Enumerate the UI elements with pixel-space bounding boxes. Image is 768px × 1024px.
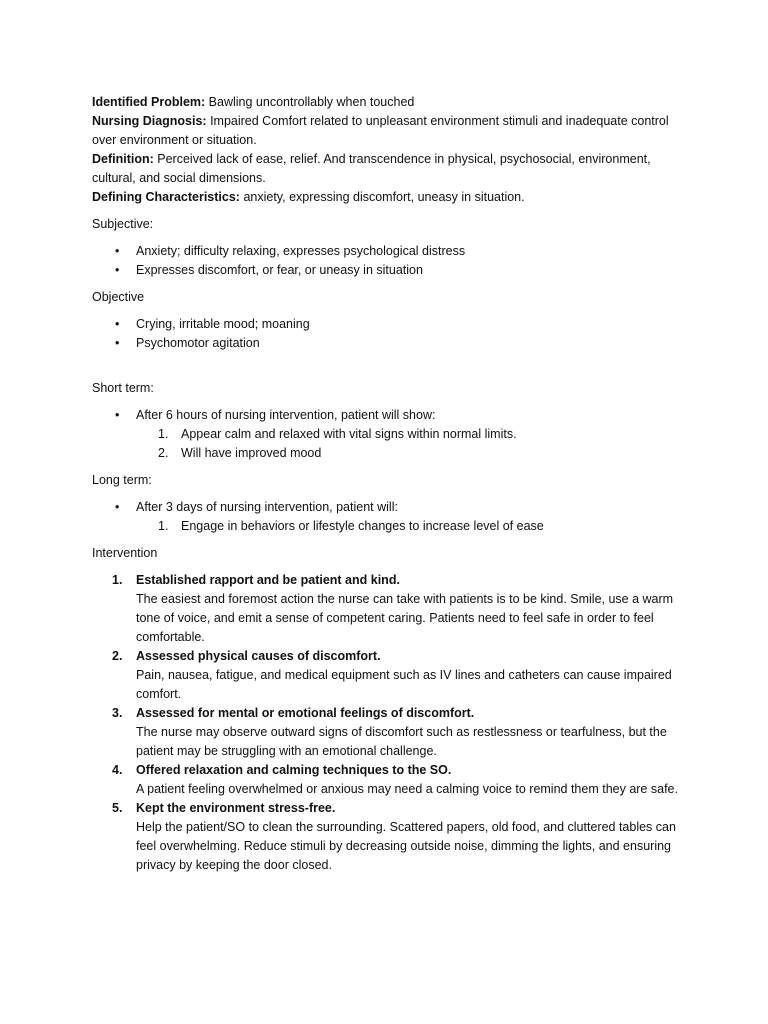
short-term-list xyxy=(92,406,692,425)
item-text: Will have improved mood xyxy=(181,446,322,460)
list-item: • Psychomotor agitation xyxy=(92,334,692,353)
item-number: 2. xyxy=(158,446,169,460)
nursing-diagnosis-text: Impaired Comfort related to unpleasant environment stimuli and inadequate control over environment or situation. xyxy=(92,114,669,147)
intervention-title: Assessed physical causes of discomfort. xyxy=(136,649,381,663)
item-text: Appear calm and relaxed with vital signs within normal limits. xyxy=(181,427,517,441)
long-term-bullet: • After 3 days of nursing intervention, patient will: xyxy=(92,498,692,517)
intervention-item xyxy=(92,799,692,875)
intervention-item xyxy=(92,704,692,761)
intervention-list xyxy=(92,571,692,875)
nursing-diagnosis xyxy=(92,112,692,150)
item-number: 3. xyxy=(112,706,123,720)
defining-characteristics-text: anxiety, expressing discomfort, uneasy in situation. xyxy=(239,190,525,204)
short-term-goals xyxy=(92,425,692,463)
long-term-list xyxy=(92,498,692,517)
objective-list xyxy=(92,315,692,353)
identified-problem xyxy=(92,93,692,112)
short-term-bullet: • After 6 hours of nursing intervention, patient will show: xyxy=(92,406,692,425)
intervention-item xyxy=(92,761,692,799)
list-item xyxy=(92,517,692,536)
intervention-title: Assessed for mental or emotional feelings of discomfort. xyxy=(136,706,475,720)
item-number: 1. xyxy=(112,573,123,587)
defining-characteristics-label: Defining Characteristics: xyxy=(92,190,240,204)
list-item xyxy=(92,425,692,444)
long-term-heading: Long term: xyxy=(92,473,152,487)
item-text: Engage in behaviors or lifestyle changes to increase level of ease xyxy=(181,519,544,533)
list-item: • Expresses discomfort, or fear, or uneasy in situation xyxy=(92,261,692,280)
list-item: • Crying, irritable mood; moaning xyxy=(92,315,692,334)
intervention-item xyxy=(92,647,692,704)
short-term-heading: Short term: xyxy=(92,381,154,395)
list-item: • Anxiety; difficulty relaxing, expresses psychological distress xyxy=(92,242,692,261)
intervention-body: Pain, nausea, fatigue, and medical equipment such as IV lines and catheters can cause impaired comfort. xyxy=(136,668,672,701)
intervention-body: A patient feeling overwhelmed or anxious may need a calming voice to remind them they are safe. xyxy=(136,782,678,796)
intervention-heading: Intervention xyxy=(92,546,158,560)
subjective-list xyxy=(92,242,692,280)
subjective-heading: Subjective: xyxy=(92,217,154,231)
objective-heading: Objective xyxy=(92,290,145,304)
intervention-body: The nurse may observe outward signs of discomfort such as restlessness or tearfulness, but the patient may be struggling with an emotional challenge. xyxy=(136,725,667,758)
item-number: 2. xyxy=(112,649,123,663)
list-item xyxy=(92,444,692,463)
intervention-title: Offered relaxation and calming techniques to the SO. xyxy=(136,763,452,777)
item-number: 1. xyxy=(158,427,169,441)
item-number: 5. xyxy=(112,801,123,815)
identified-problem-text: Bawling uncontrollably when touched xyxy=(205,95,415,109)
nursing-diagnosis-label: Nursing Diagnosis: xyxy=(92,114,207,128)
intervention-body: Help the patient/SO to clean the surrounding. Scattered papers, old food, and cluttered tables can feel overwhelming. Reduce stimuli by decreasing outside noise, dimming the lights, and ensuring privacy by keeping the door closed. xyxy=(136,820,676,872)
definition xyxy=(92,150,692,188)
identified-problem-label: Identified Problem: xyxy=(92,95,206,109)
intervention-title: Kept the environment stress-free. xyxy=(136,801,336,815)
document-page xyxy=(92,93,692,875)
definition-label: Definition: xyxy=(92,152,154,166)
definition-text: Perceived lack of ease, relief. And transcendence in physical, psychosocial, environment, cultural, and social dimensions. xyxy=(92,152,651,185)
intervention-body: The easiest and foremost action the nurse can take with patients is to be kind. Smile, use a warm tone of voice, and emit a sense of competent caring. Patients need to feel safe in order to feel comfortable. xyxy=(136,592,674,644)
intervention-item xyxy=(92,571,692,647)
item-number: 4. xyxy=(112,763,123,777)
defining-characteristics xyxy=(92,188,692,207)
long-term-goals xyxy=(92,517,692,536)
intervention-title: Established rapport and be patient and kind. xyxy=(136,573,400,587)
item-number: 1. xyxy=(158,519,169,533)
